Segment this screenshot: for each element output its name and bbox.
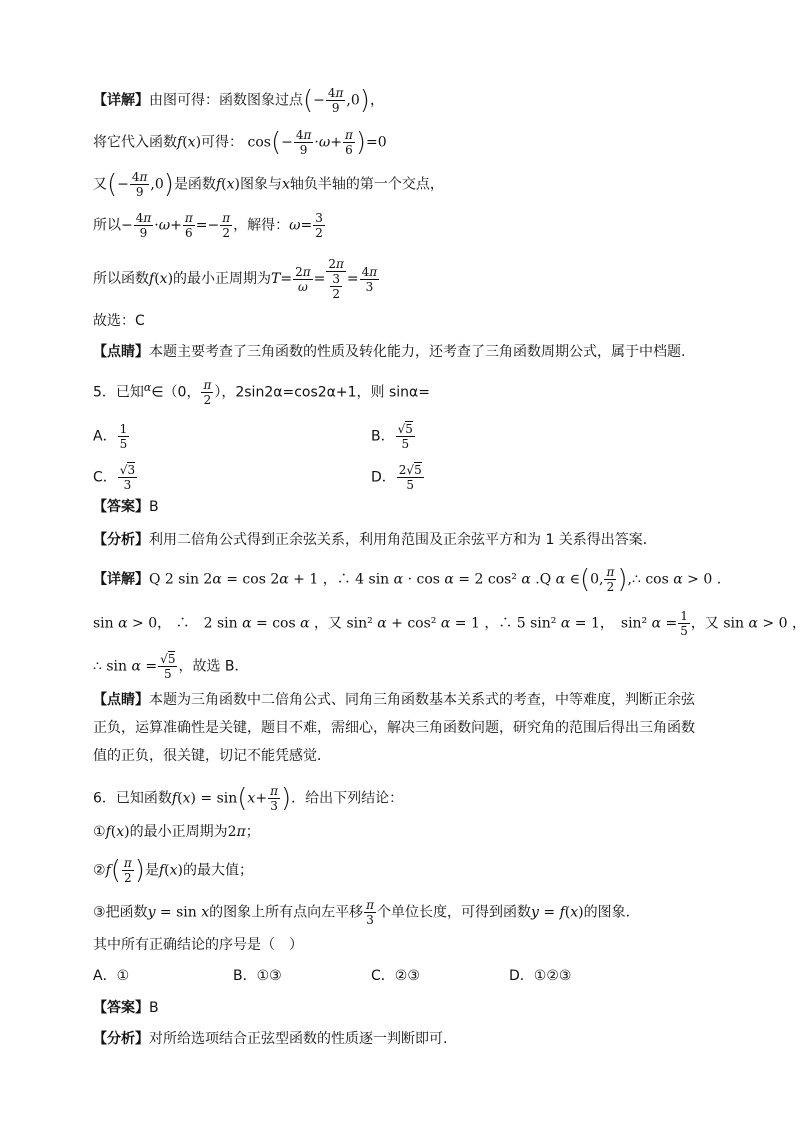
q5-comment-1: 【点睛】本题为三角函数中二倍角公式、同角三角函数基本关系式的考查，中等难度，判断正余弦 (93, 692, 695, 708)
detail-line-2: 将它代入函数f(x)可得： cos(− $\frac{4\pi}{9}$ ·ω+ $\frac{\pi}{6}$ )=0 (93, 127, 387, 158)
q5-option-d[interactable]: D． $\frac{2√5}{5}$ (371, 463, 422, 492)
question-6-stem: 6．已知函数f(x) = sin(x+ $\frac{\pi}{3}$ )．给出下列结论： (93, 783, 404, 814)
tag-detail: 【详解】 (93, 92, 149, 109)
detail-line-4: 所以− $\frac{4\pi}{9}$ ·ω+ $\frac{\pi}{6}$ =− $\frac{\pi}{2}$ ，解得：ω= $\frac{3}{2}$ (93, 211, 323, 240)
q5-comment-3: 值的正负，很关键，切记不能凭感觉． (93, 748, 331, 764)
q5-detail-1: 【详解】Q 2 sin 2α = cos 2α + 1 ，∴ 4 sin α · cos α = 2 cos² α .Q α ∈(0, $\frac{\pi}{2}$ ),∴ cos α > 0 . (93, 564, 722, 595)
q6-option-a[interactable]: A．① (93, 968, 130, 984)
q6-answer: 【答案】B (93, 1000, 159, 1016)
q6-conclusion-1: ①f(x)的最小正周期为2π； (93, 824, 260, 840)
q5-analysis: 【分析】利用二倍角公式得到正余弦关系，利用角范围及正余弦平方和为 1 关系得出答案． (93, 532, 657, 548)
q6-option-b[interactable]: B．①③ (233, 968, 282, 984)
q5-comment-2: 正负，运算准确性是关键，题目不难，需细心，解决三角函数问题，研究角的范围后得出三角函数 (93, 720, 695, 736)
q5-detail-3: ∴ sin α = $\frac{√5}{5}$ ，故选 B． (93, 652, 249, 681)
q6-analysis: 【分析】对所给选项结合正弦型函数的性质逐一判断即可. (93, 1031, 448, 1047)
q5-option-a[interactable]: A． $\frac{1}{5}$ (93, 422, 128, 451)
q6-conclusion-3: ③把函数y = sin x的图象上所有点向左平移 $\frac{\pi}{3}$ 个单位长度，可得到函数y = f(x)的图象． (93, 898, 640, 927)
detail-line-3: 又(− $\frac{4\pi}{9}$ ,0)是函数f(x)图象与x轴负半轴的第一个交点， (93, 169, 444, 200)
q6-question: 其中所有正确结论的序号是（ ） (93, 937, 303, 953)
question-5-stem: 5．已知$^\alpha$∈（0， $\frac{\pi}{2}$ ），2sin2α=cos2α+1，则 sinα= (93, 378, 430, 407)
q6-option-c[interactable]: C．②③ (371, 968, 420, 984)
detail-line-1: 【详解】由图可得：函数图象过点(− $\frac{4\pi}{9}$ ,0)， (93, 85, 384, 116)
q5-option-c[interactable]: C． $\frac{√3}{3}$ (93, 463, 136, 492)
text: 由图可得：函数图象过点 (149, 92, 303, 109)
q6-conclusion-2: ②f( $\frac{\pi}{2}$ )是f(x)的最大值； (93, 855, 253, 886)
detail-line-5: 所以函数f(x)的最小正周期为T= $\frac{2\pi}{\omega}$ = 2π 3 2 = $\frac{4\pi}{3}$ (93, 257, 378, 301)
comment-line: 【点睛】本题主要考查了三角函数的性质及转化能力，还考查了三角函数周期公式，属于中档题. (93, 344, 686, 360)
q5-option-b[interactable]: B． $\frac{√5}{5}$ (371, 422, 413, 451)
q5-answer: 【答案】B (93, 499, 159, 515)
q6-option-d[interactable]: D．①②③ (509, 968, 572, 984)
choice-line: 故选：C (93, 313, 145, 329)
q5-detail-2: sin α > 0， ∴ 2 sin α = cos α ，又 sin² α + cos² α = 1 ，∴ 5 sin² α = 1， sin² α = $\frac{1}{5}$ ，又 sin α > 0 ， (93, 609, 806, 638)
